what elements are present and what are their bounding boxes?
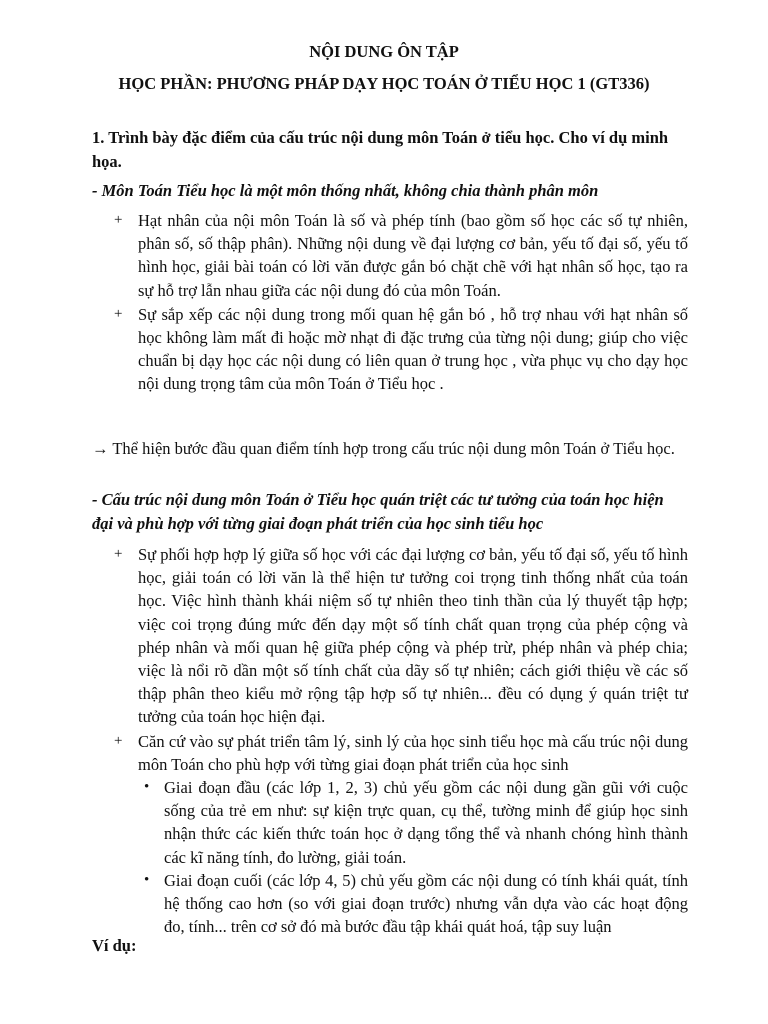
sublist-item	[138, 869, 688, 939]
stage-sublist	[138, 776, 688, 938]
example-label: Ví dụ:	[92, 936, 137, 955]
section-heading-2: - Cấu trúc nội dung môn Toán ở Tiểu học quán triệt các tư tưởng của toán học hiện đại và phù hợp với từng giai đoạn phát triển của học sinh tiểu học	[92, 490, 664, 533]
section-1-list	[92, 209, 688, 397]
list-item-text: Hạt nhân của nội môn Toán là số và phép tính (bao gồm số học các số tự nhiên, phân số, số thập phân). Những nội dung về đại lượng cơ bản, yếu tố đại số, yếu tố hình học, giải bài toán có lời văn được gắn bó chặt chẽ với hạt nhân số học, tạo ra sự hỗ trợ lẫn nhau giữa các nội dung đó của môn Toán.	[138, 211, 688, 300]
page-subtitle: HỌC PHẦN: PHƯƠNG PHÁP DẠY HỌC TOÁN Ở TIỂU HỌC 1 (GT336)	[118, 74, 650, 93]
conclusion-text: Thể hiện bước đầu quan điểm tính hợp trong cấu trúc nội dung môn Toán ở Tiểu học.	[112, 439, 675, 458]
plus-icon: +	[114, 305, 123, 322]
plus-icon: +	[114, 732, 123, 749]
question-heading: 1. Trình bày đặc điểm của cấu trúc nội dung môn Toán ở tiểu học. Cho ví dụ minh họa.	[92, 128, 669, 171]
plus-icon: +	[114, 212, 123, 228]
list-item-text: Sự sắp xếp các nội dung trong mối quan hệ gắn bó , hỗ trợ nhau với hạt nhân số học không làm mất đi hoặc mờ nhạt đi đặc trưng của từng nội dung; giúp cho việc chuẩn bị dạy học các nội dung có liên quan ở trung học , vừa phục vụ cho dạy học nội dung trọng tâm của môn Toán ở Tiểu học .	[138, 304, 688, 394]
arrow-icon: →	[92, 439, 109, 458]
list-item	[92, 730, 688, 939]
section-heading-1: - Môn Toán Tiểu học là một môn thống nhất, không chia thành phân môn	[92, 181, 599, 200]
conclusion-paragraph	[92, 437, 688, 461]
bullet-icon: •	[144, 871, 150, 888]
sublist-item-text: Giai đoạn cuối (các lớp 4, 5) chủ yếu gồm các nội dung có tính khái quát, tính hệ thống cao hơn (so với giai đoạn trước) nhưng vẫn dựa vào các hoạt động đo, tính... trên cơ sở đó mà bước đầu tập khái quát hoá, tập suy luận	[164, 870, 688, 937]
list-item	[92, 209, 688, 302]
list-item-text: Căn cứ vào sự phát triển tâm lý, sinh lý của học sinh tiểu học mà cấu trúc nội dung môn Toán cho phù hợp với từng giai đoạn phát triển của học sinh	[138, 731, 688, 774]
list-item	[92, 543, 688, 729]
list-item-text: Sự phối hợp hợp lý giữa số học với các đại lượng cơ bản, yếu tố đại số, yếu tố hình học, giải toán có lời văn là thể hiện tư tưởng coi trọng tinh thống nhất của toán học. Việc hình thành khái niệm số tự nhiên theo tinh thần của lý thuyết tập hợp; việc coi trọng đúng mức đến dạy một số tính chất quan trọng của phép cộng và phép nhân và mối quan hệ giữa phép cộng và phép trừ, phép nhân và phép chia; việc là nổi rõ dần một số tính chất của dãy số tự nhiên; cách giới thiệu về các số thập phân theo kiểu mở rộng tập hợp số tự nhiên... đều có dụng ý quán triệt tư tưởng của toán học hiện đại.	[138, 545, 688, 727]
sublist-item-text: Giai đoạn đầu (các lớp 1, 2, 3) chủ yếu gồm các nội dung gần gũi với cuộc sống của trẻ em như: sự kiện trực quan, cụ thể, tường minh để giúp học sinh nhận thức các kiến thức toán học ở dạng tổng thể và nhanh chóng hình thành các kĩ năng tính, đo lường, giải toán.	[164, 778, 688, 867]
section-2-list	[92, 543, 688, 939]
bullet-icon: •	[144, 779, 150, 796]
page-title: NỘI DUNG ÔN TẬP	[309, 42, 459, 61]
sublist-item	[138, 776, 688, 869]
list-item	[92, 303, 688, 396]
plus-icon: +	[114, 546, 123, 562]
